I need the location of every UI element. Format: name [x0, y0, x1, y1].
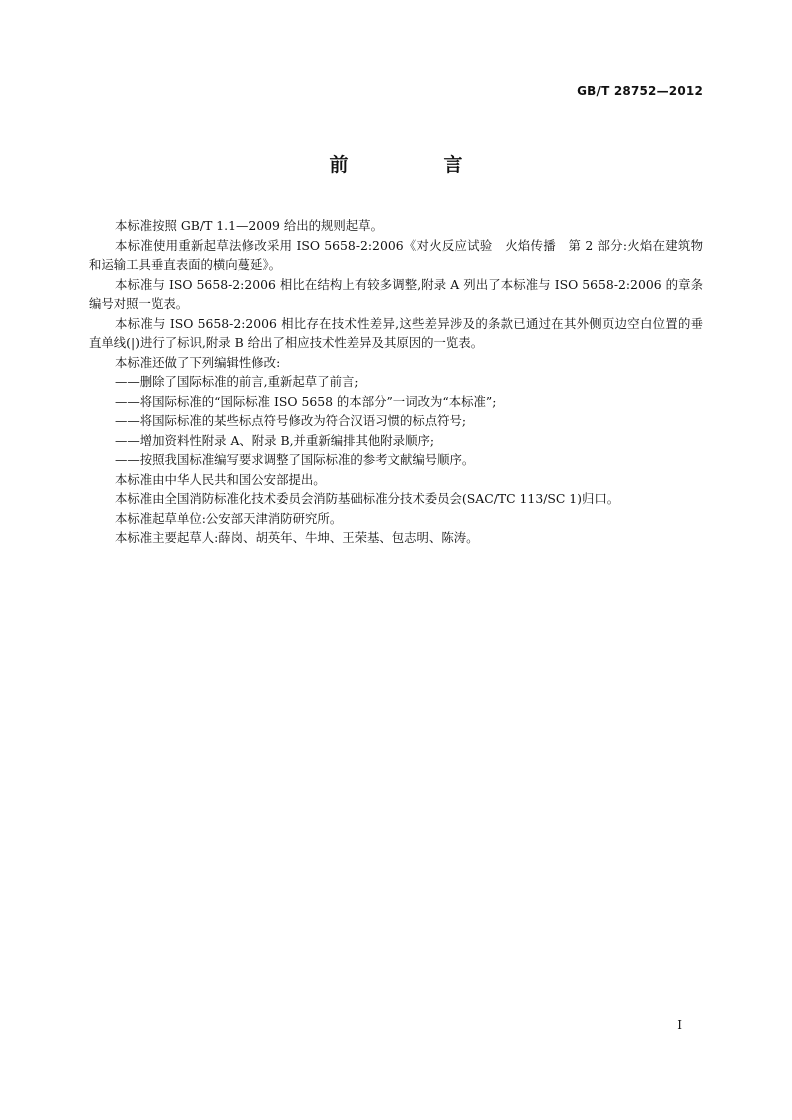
list-item: ——将国际标准的“国际标准 ISO 5658 的本部分”一词改为“本标准”; [115, 393, 497, 409]
paragraph-adoption: 本标准使用重新起草法修改采用 ISO 5658-2:2006《对火反应试验 火焰传播 第 2 部分:火焰在建筑物和运输工具垂直表面的横向蔓延》。 [89, 237, 703, 272]
paragraph-committee: 本标准由全国消防标准化技术委员会消防基础标准分技术委员会(SAC/TC 113/SC 1)归口。 [115, 491, 620, 506]
paragraph-proposer: 本标准由中华人民共和国公安部提出。 [115, 471, 326, 487]
list-item: ——将国际标准的某些标点符号修改为符合汉语习惯的标点符号; [115, 413, 467, 428]
list-item: ——按照我国标准编写要求调整了国际标准的参考文献编号顺序。 [115, 452, 475, 467]
paragraph-editorial-intro: 本标准还做了下列编辑性修改: [115, 354, 281, 370]
page-title: 前 言 [329, 154, 501, 176]
paragraph-drafting-rules: 本标准按照 GB/T 1.1—2009 给出的规则起草。 [115, 218, 383, 233]
paragraph-drafting-unit: 本标准起草单位:公安部天津消防研究所。 [115, 510, 343, 526]
list-item: ——增加资料性附录 A、附录 B,并重新编排其他附录顺序; [115, 432, 435, 448]
foreword-body [89, 216, 703, 548]
list-item: ——删除了国际标准的前言,重新起草了前言; [115, 374, 359, 389]
standard-code: GB/T 28752—2012 [577, 84, 703, 98]
paragraph-technical-differences: 本标准与 ISO 5658-2:2006 相比存在技术性差异,这些差异涉及的条款已通过在其外侧页边空白位置的垂直单线(|)进行了标识,附录 B 给出了相应技术性差异及其原因的一览表。 [89, 315, 703, 350]
page-number: I [677, 1018, 682, 1032]
paragraph-drafters: 本标准主要起草人:薛岗、胡英年、牛坤、王荣基、包志明、陈涛。 [115, 530, 479, 545]
paragraph-structure: 本标准与 ISO 5658-2:2006 相比在结构上有较多调整,附录 A 列出了本标准与 ISO 5658-2:2006 的章条编号对照一览表。 [89, 276, 703, 311]
